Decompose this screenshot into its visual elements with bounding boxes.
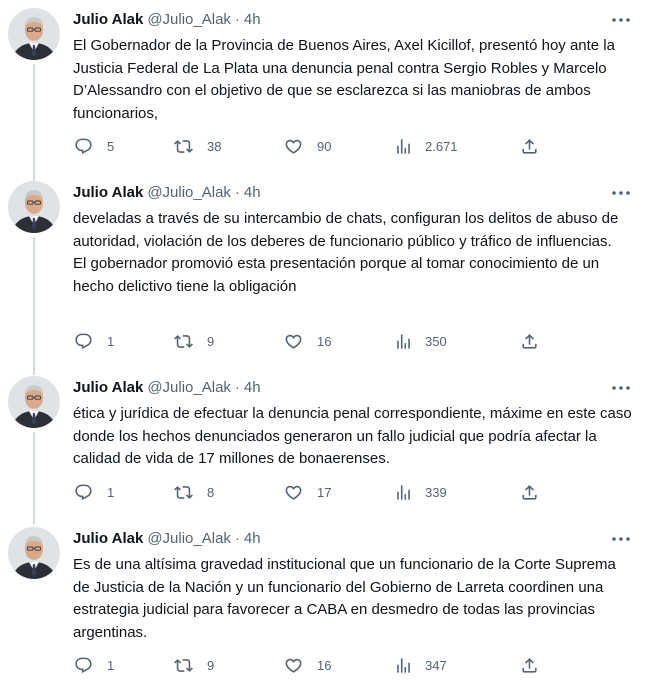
retweet-button[interactable] xyxy=(174,331,214,351)
author-handle[interactable]: @Julio_Alak xyxy=(147,530,231,547)
like-count: 16 xyxy=(317,657,332,673)
share-icon xyxy=(520,332,539,351)
views-icon xyxy=(394,656,413,675)
tweet[interactable] xyxy=(0,519,646,684)
like-button[interactable] xyxy=(284,136,331,156)
avatar[interactable] xyxy=(8,527,60,579)
author-name[interactable]: Julio Alak xyxy=(73,379,144,396)
share-button[interactable] xyxy=(520,482,539,502)
author-name[interactable]: Julio Alak xyxy=(73,11,144,28)
author-name[interactable]: Julio Alak xyxy=(73,184,144,201)
retweet-count: 8 xyxy=(207,484,215,500)
views-count: 347 xyxy=(425,657,447,673)
reply-icon xyxy=(74,137,93,156)
avatar-image xyxy=(8,181,60,233)
tweet-text: ética y jurídica de efectuar la denuncia penal correspondiente, máxime en este caso donde los hechos denunciados generaron un fallo judicial que podría afectar la calidad de vida de 17 millones de bonaerenses. xyxy=(73,405,632,467)
tweet-text: develadas a través de su intercambio de chats, configuran los delitos de abuso de autoridad, violación de los deberes de funcionario público y tráfico de influencias. El gobernador promovió esta presentación porque al tomar conocimiento de un hecho delictivo tiene la obligación xyxy=(73,210,619,295)
author-handle[interactable]: @Julio_Alak xyxy=(147,184,231,201)
heart-icon xyxy=(284,332,303,351)
retweet-icon xyxy=(174,483,193,502)
tweet-time[interactable]: 4h xyxy=(243,184,261,201)
retweet-icon xyxy=(174,332,193,351)
views-icon xyxy=(394,332,413,351)
retweet-count: 9 xyxy=(207,657,215,673)
heart-icon xyxy=(284,137,303,156)
heart-icon xyxy=(284,656,303,675)
share-button[interactable] xyxy=(520,136,539,156)
tweet-header xyxy=(73,529,261,549)
tweet-time[interactable]: 4h xyxy=(243,530,261,547)
views-icon xyxy=(394,483,413,502)
reply-button[interactable] xyxy=(74,655,114,675)
reply-icon xyxy=(74,332,93,351)
retweet-count: 38 xyxy=(207,138,222,154)
retweet-button[interactable] xyxy=(174,136,221,156)
reply-button[interactable] xyxy=(74,331,114,351)
tweet-actions xyxy=(74,136,544,156)
author-name[interactable]: Julio Alak xyxy=(73,530,144,547)
reply-count: 1 xyxy=(107,657,115,673)
heart-icon xyxy=(284,483,303,502)
like-button[interactable] xyxy=(284,331,331,351)
tweet-header xyxy=(73,10,261,30)
tweet-time[interactable]: 4h xyxy=(243,11,261,28)
header-separator: · xyxy=(234,530,240,547)
tweet-header xyxy=(73,378,261,398)
reply-count: 5 xyxy=(107,138,115,154)
views-button[interactable] xyxy=(394,136,458,156)
tweet[interactable] xyxy=(0,173,646,369)
reply-count: 1 xyxy=(107,484,115,500)
avatar-image xyxy=(8,376,60,428)
tweet-actions xyxy=(74,331,544,351)
avatar[interactable] xyxy=(8,8,60,60)
reply-icon xyxy=(74,483,93,502)
retweet-button[interactable] xyxy=(174,482,214,502)
author-handle[interactable]: @Julio_Alak xyxy=(147,379,231,396)
retweet-button[interactable] xyxy=(174,655,214,675)
tweet-header xyxy=(73,183,261,203)
like-count: 16 xyxy=(317,333,332,349)
avatar-image xyxy=(8,8,60,60)
views-button[interactable] xyxy=(394,655,447,675)
tweet-actions xyxy=(74,482,544,502)
like-count: 17 xyxy=(317,484,332,500)
reply-icon xyxy=(74,656,93,675)
avatar-image xyxy=(8,527,60,579)
views-count: 339 xyxy=(425,484,447,500)
views-button[interactable] xyxy=(394,331,447,351)
reply-count: 1 xyxy=(107,333,115,349)
more-horizontal-icon[interactable] xyxy=(610,380,632,396)
header-separator: · xyxy=(234,184,240,201)
share-button[interactable] xyxy=(520,331,539,351)
avatar[interactable] xyxy=(8,376,60,428)
header-separator: · xyxy=(234,379,240,396)
tweet-text: Es de una altísima gravedad institucional que un funcionario de la Corte Suprema de Justicia de la Nación y un funcionario del Gobierno de Larreta coordinen una estrategia judicial para favorecer a CABA en desmedro de todas las provincias argentinas. xyxy=(73,556,616,641)
header-separator: · xyxy=(234,11,240,28)
retweet-icon xyxy=(174,137,193,156)
tweet-time[interactable]: 4h xyxy=(243,379,261,396)
like-button[interactable] xyxy=(284,482,331,502)
views-count: 350 xyxy=(425,333,447,349)
share-icon xyxy=(520,483,539,502)
avatar[interactable] xyxy=(8,181,60,233)
share-button[interactable] xyxy=(520,655,539,675)
like-count: 90 xyxy=(317,138,332,154)
tweet-text: El Gobernador de la Provincia de Buenos Aires, Axel Kicillof, presentó hoy ante la Justicia Federal de La Plata una denuncia penal contra Sergio Robles y Marcelo D’Alessandro con el objetivo de que se esclarezca si las maniobras de ambos funcionarios, xyxy=(73,37,615,122)
tweet-actions xyxy=(74,655,544,675)
author-handle[interactable]: @Julio_Alak xyxy=(147,11,231,28)
share-icon xyxy=(520,656,539,675)
views-button[interactable] xyxy=(394,482,447,502)
more-horizontal-icon[interactable] xyxy=(610,185,632,201)
reply-button[interactable] xyxy=(74,136,114,156)
views-icon xyxy=(394,137,413,156)
more-horizontal-icon[interactable] xyxy=(610,12,632,28)
reply-button[interactable] xyxy=(74,482,114,502)
more-horizontal-icon[interactable] xyxy=(610,531,632,547)
retweet-count: 9 xyxy=(207,333,215,349)
tweet[interactable] xyxy=(0,368,646,520)
tweet[interactable] xyxy=(0,0,646,174)
like-button[interactable] xyxy=(284,655,331,675)
retweet-icon xyxy=(174,656,193,675)
share-icon xyxy=(520,137,539,156)
views-count: 2.671 xyxy=(425,138,458,154)
